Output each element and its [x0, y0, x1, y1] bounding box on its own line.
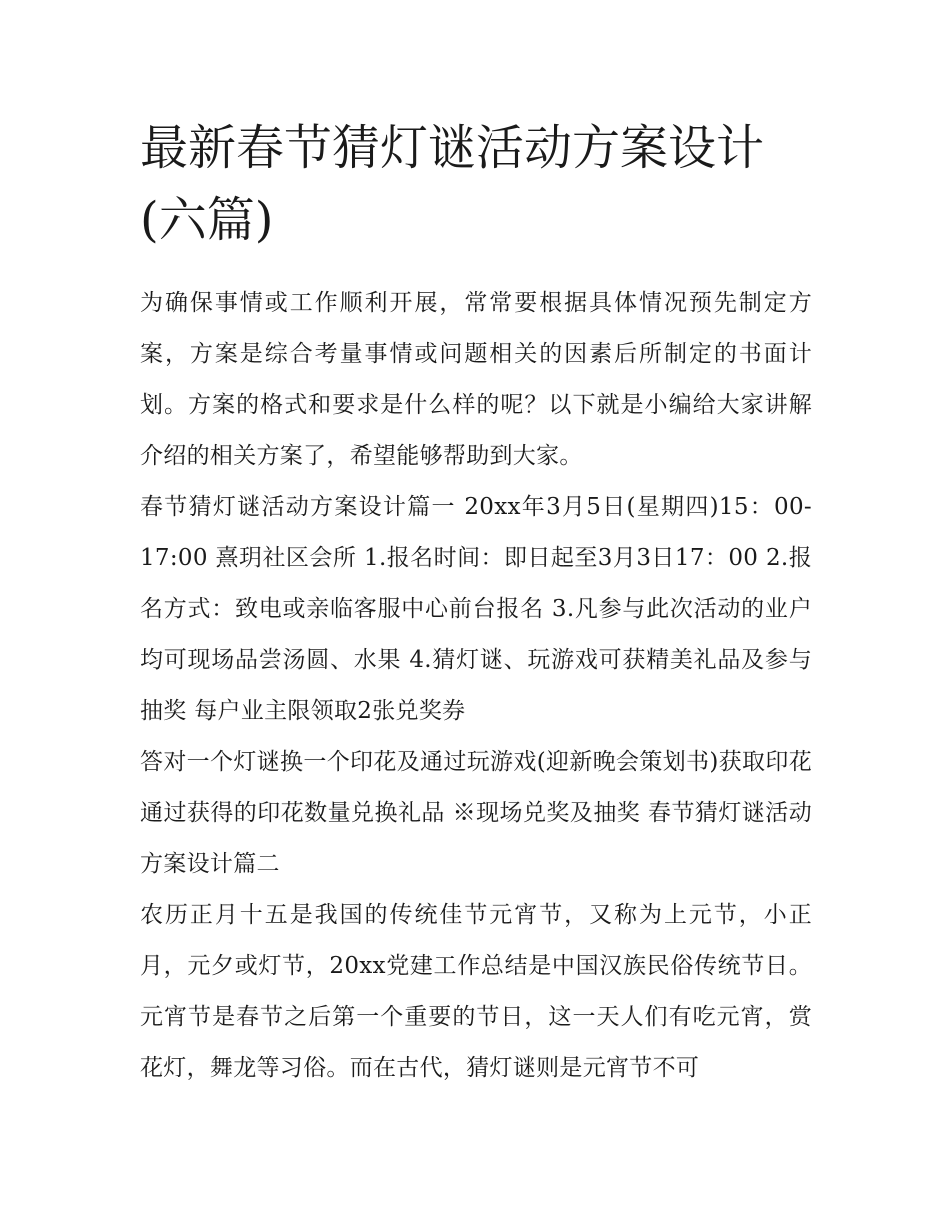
document-page — [140, 112, 812, 1094]
document-title: 最新春节猜灯谜活动方案设计(六篇) — [140, 120, 765, 248]
intro-paragraph: 为确保事情或工作顺利开展，常常要根据具体情况预先制定方案，方案是综合考量事情或问题相关的因素后所制定的书面计划。方案的格式和要求是什么样的呢？以下就是小编给大家讲解介绍的相关方案了，希望能够帮助到大家。 — [140, 290, 812, 469]
section-two-paragraph: 农历正月十五是我国的传统佳节元宵节，又称为上元节，小正月，元夕或灯节，20xx党建工作总结是中国汉族民俗传统节日。元宵节是春节之后第一个重要的节日，这一天人们有吃元宵，赏花灯，舞龙等习俗。而在古代，猜灯谜则是元宵节不可 — [140, 902, 812, 1081]
section-one-paragraph: 春节猜灯谜活动方案设计篇一 20xx年3月5日(星期四)15：00-17:00 熹玥社区会所 1.报名时间：即日起至3月3日17：00 2.报名方式：致电或亲临客服中心前台报名 3.凡参与此次活动的业户均可现场品尝汤圆、水果 4.猜灯谜、玩游戏可获精美礼品及参与抽奖 每户业主限领取2张兑奖券 — [140, 494, 812, 724]
section-one-rules-paragraph: 答对一个灯谜换一个印花及通过玩游戏(迎新晚会策划书)获取印花 通过获得的印花数量兑换礼品 ※现场兑奖及抽奖 春节猜灯谜活动方案设计篇二 — [140, 749, 812, 877]
